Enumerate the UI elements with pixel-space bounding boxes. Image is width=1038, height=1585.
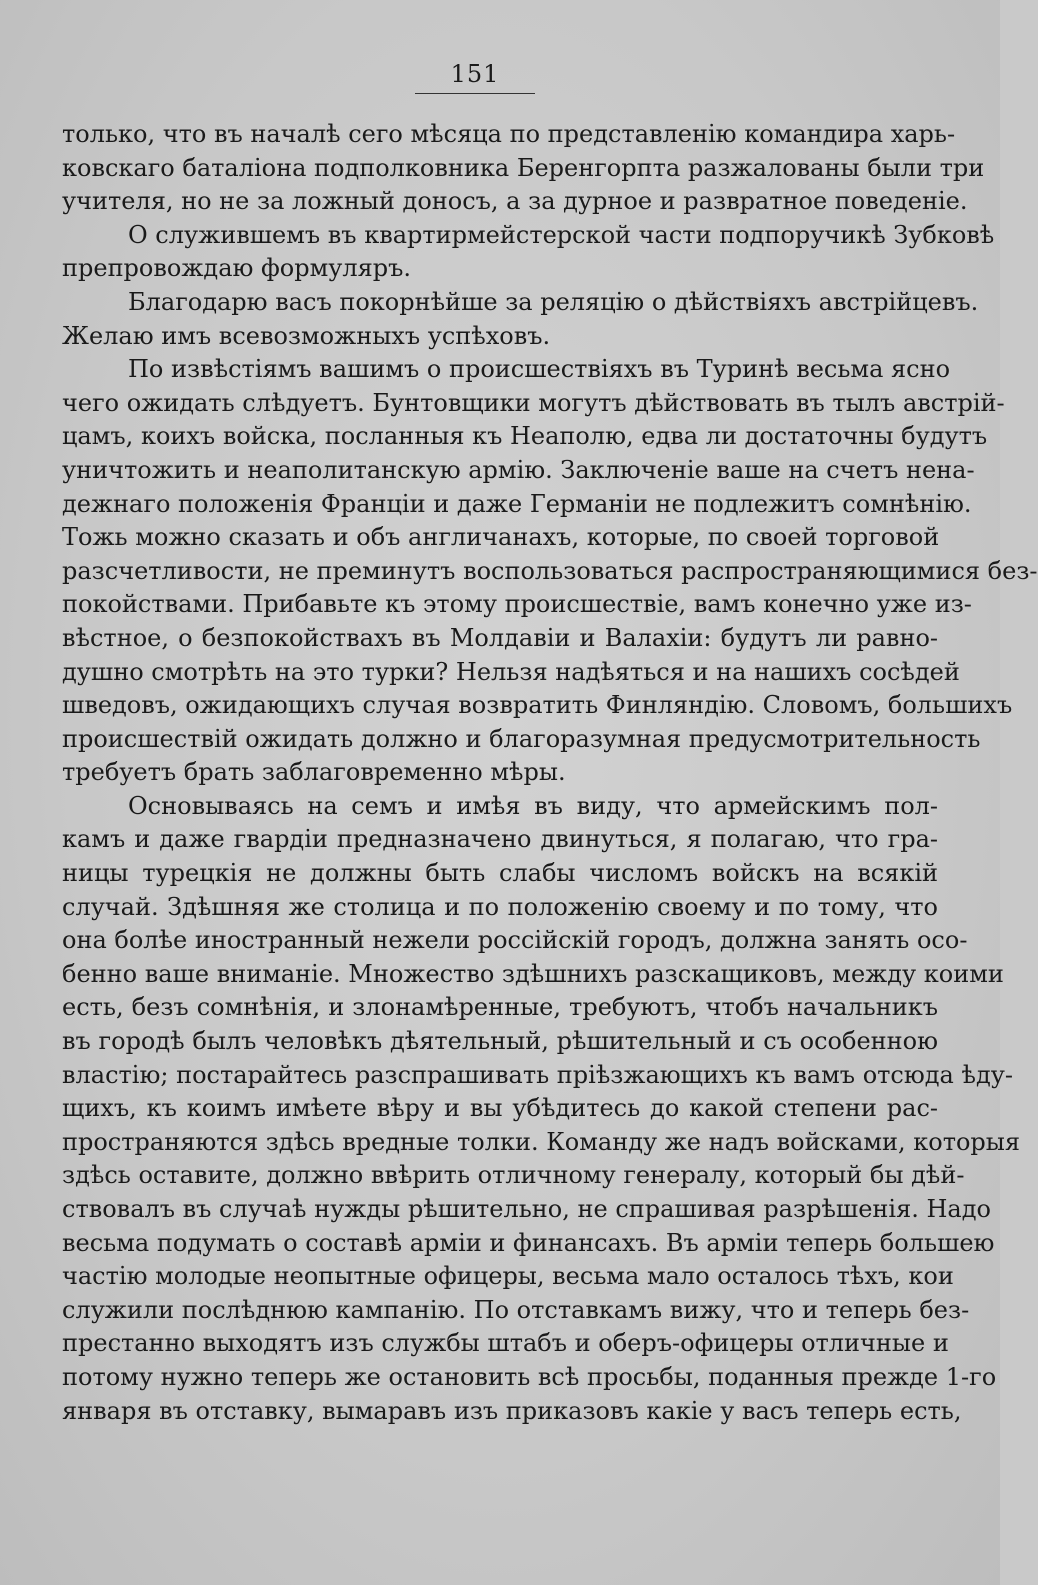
text-line: цамъ, коихъ войска, посланныя къ Неаполю, едва ли достаточны будутъ: [62, 422, 988, 451]
text-line: въ городѣ былъ человѣкъ дѣятельный, рѣшительный и съ особенною: [62, 1027, 938, 1056]
text-line: случай. Здѣшняя же столица и по положенію своему и по тому, что: [62, 892, 938, 921]
text-line: пространяются здѣсь вредные толки. Команду же надъ войсками, которыя: [62, 1127, 1021, 1156]
body-text: [62, 118, 1038, 1428]
text-line: только, что въ началѣ сего мѣсяца по представленію командира харь-: [62, 120, 956, 148]
text-line: потому нужно теперь же остановить всѣ просьбы, поданныя прежде 1-го: [62, 1362, 997, 1391]
text-line: дежнаго положенія Франціи и даже Германіи не подлежитъ сомнѣнію.: [62, 489, 972, 518]
text-line: бенно ваше вниманіе. Множество здѣшнихъ разскащиковъ, между коими: [62, 959, 1004, 988]
text-line: служили послѣднюю кампанію. По отставкамъ вижу, что и теперь без-: [62, 1295, 970, 1324]
text-line: учителя, но не за ложный доносъ, а за дурное и развратное поведеніе.: [62, 187, 968, 216]
text-line: происшествій ожидать должно и благоразумная предусмотрительность: [62, 724, 981, 753]
text-line: ковскаго баталіона подполковника Беренгорпта разжалованы были три: [62, 153, 985, 182]
text-line: препровождаю формуляръ.: [62, 254, 412, 283]
text-line: Благодарю васъ покорнѣйше за реляцію о дѣйствіяхъ австрійцевъ.: [128, 287, 979, 316]
text-line: По извѣстіямъ вашимъ о происшествіяхъ въ Туринѣ весьма ясно: [128, 355, 951, 384]
text-line: покойствами. Прибавьте къ этому происшествіе, вамъ конечно уже из-: [62, 590, 972, 619]
text-line: престанно выходятъ изъ службы штабъ и оберъ-офицеры отличные и: [62, 1329, 949, 1358]
text-line: здѣсь оставите, должно ввѣрить отличному генералу, который бы дѣй-: [62, 1161, 965, 1190]
text-line: уничтожить и неаполитанскую армію. Заключеніе ваше на счетъ нена-: [62, 455, 975, 484]
text-line: ствовалъ въ случаѣ нужды рѣшительно, не спрашивая разрѣшенія. Надо: [62, 1195, 991, 1223]
text-line: весьма подумать о составѣ арміи и финансахъ. Въ арміи теперь большею: [62, 1228, 995, 1257]
text-line: камъ и даже гвардіи предназначено двинуться, я полагаю, что гра-: [62, 825, 938, 854]
text-line: ницы турецкія не должны быть слабы числомъ войскъ на всякій: [62, 859, 938, 888]
text-line: щихъ, къ коимъ имѣете вѣру и вы убѣдитесь до какой степени рас-: [62, 1094, 938, 1123]
text-line: О служившемъ въ квартирмейстерской части подпоручикѣ Зубковѣ: [128, 220, 995, 249]
text-line: шведовъ, ожидающихъ случая возвратить Финляндію. Словомъ, большихъ: [62, 691, 1013, 720]
text-line: она болѣе иностранный нежели россійскій городъ, должна занять осо-: [62, 926, 968, 955]
page-number-rule: [415, 93, 535, 94]
text-line: Желаю имъ всевозможныхъ успѣховъ.: [62, 321, 551, 350]
text-line: есть, безъ сомнѣнія, и злонамѣренные, требуютъ, чтобъ начальникъ: [62, 993, 938, 1022]
text-line: вѣстное, о безпокойствахъ въ Молдавіи и Валахіи: будутъ ли равно-: [62, 623, 938, 652]
text-line: чего ожидать слѣдуетъ. Бунтовщики могутъ дѣйствовать въ тылъ австрій-: [62, 388, 1005, 417]
page-number: 151: [450, 60, 500, 88]
text-line: властію; постарайтесь разспрашивать пріѣзжающихъ къ вамъ отсюда ѣду-: [62, 1060, 1013, 1089]
text-line: разсчетливости, не преминутъ воспользоваться распространяющимися без-: [62, 556, 1038, 585]
text-line: душно смотрѣть на это турки? Нельзя надѣяться и на нашихъ сосѣдей: [62, 657, 960, 686]
text-line: Основываясь на семъ и имѣя въ виду, что армейскимъ пол-: [128, 791, 938, 820]
text-line: требуетъ брать заблаговременно мѣры.: [62, 758, 566, 787]
text-line: частію молодые неопытные офицеры, весьма мало осталось тѣхъ, кои: [62, 1262, 954, 1291]
text-line: января въ отставку, вымаравъ изъ приказовъ какіе у васъ теперь есть,: [62, 1396, 962, 1425]
text-line: Тожь можно сказать и объ англичанахъ, которые, по своей торговой: [62, 523, 940, 552]
